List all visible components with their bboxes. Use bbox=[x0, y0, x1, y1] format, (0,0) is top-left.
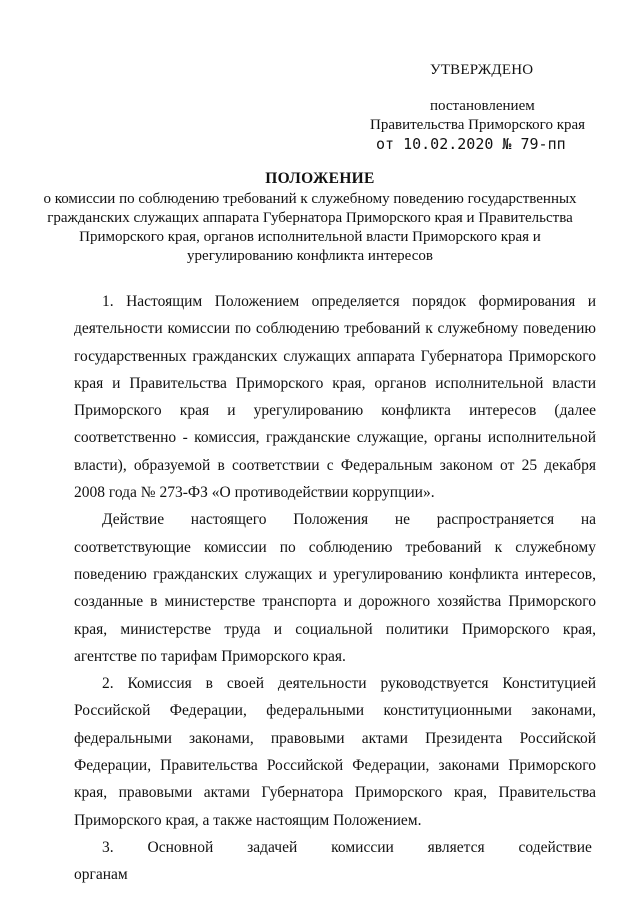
paragraph: 3. Основной задачей комиссии является содействие органам bbox=[74, 838, 592, 884]
paragraph: 1. Настоящим Положением определяется порядок формирования и деятельности комиссии по соблюдению требований к служебному поведению государственных гражданских служащих аппарата Губернатора Приморского края и Правительства Приморского края, органов исполнительной власти Приморского края и урегулированию конфликта интересов (далее соответственно - комиссия, гражданские служащие, органы исполнительной власти), образуемой в соответствии с Федеральным законом от 25 декабря 2008 года № 273-ФЗ «О противодействии коррупции». bbox=[74, 293, 596, 502]
paragraph: Действие настоящего Положения не распространяется на соответствующие комиссии по соблюдению требований к служебному поведению гражданских служащих и урегулированию конфликта интересов, созданные в министерстве транспорта и дорожного хозяйства Приморского края, министерстве труда и социальной политики Приморского края, агентстве по тарифам Приморского края. bbox=[74, 511, 596, 665]
approved-label: УТВЕРЖДЕНО bbox=[430, 62, 534, 78]
approval-block bbox=[0, 0, 640, 153]
document-title: ПОЛОЖЕНИЕ bbox=[265, 170, 375, 187]
approved-by-label: постановлением bbox=[430, 98, 535, 114]
paragraph: 2. Комиссия в своей деятельности руководствуется Конституцией Российской Федерации, федеральными конституционными законами, федеральными законами, правовыми актами Президента Российской Федерации, Правительства Российской Федерации, законами Приморского края, правовыми актами Губернатора Приморского края, Правительства Приморского края, а также настоящим Положением. bbox=[74, 675, 596, 829]
government-label: Правительства Приморского края bbox=[370, 117, 586, 133]
document-subtitle: о комиссии по соблюдению требований к служебному поведению государственных гражданских служащих аппарата Губернатора Приморского края и Правительства Приморского края, органов исполнительной власти Приморского края и урегулированию конфликта интересов bbox=[43, 191, 577, 264]
document-body bbox=[74, 288, 596, 889]
date-number-label: от 10.02.2020 № 79-пп bbox=[376, 135, 566, 153]
